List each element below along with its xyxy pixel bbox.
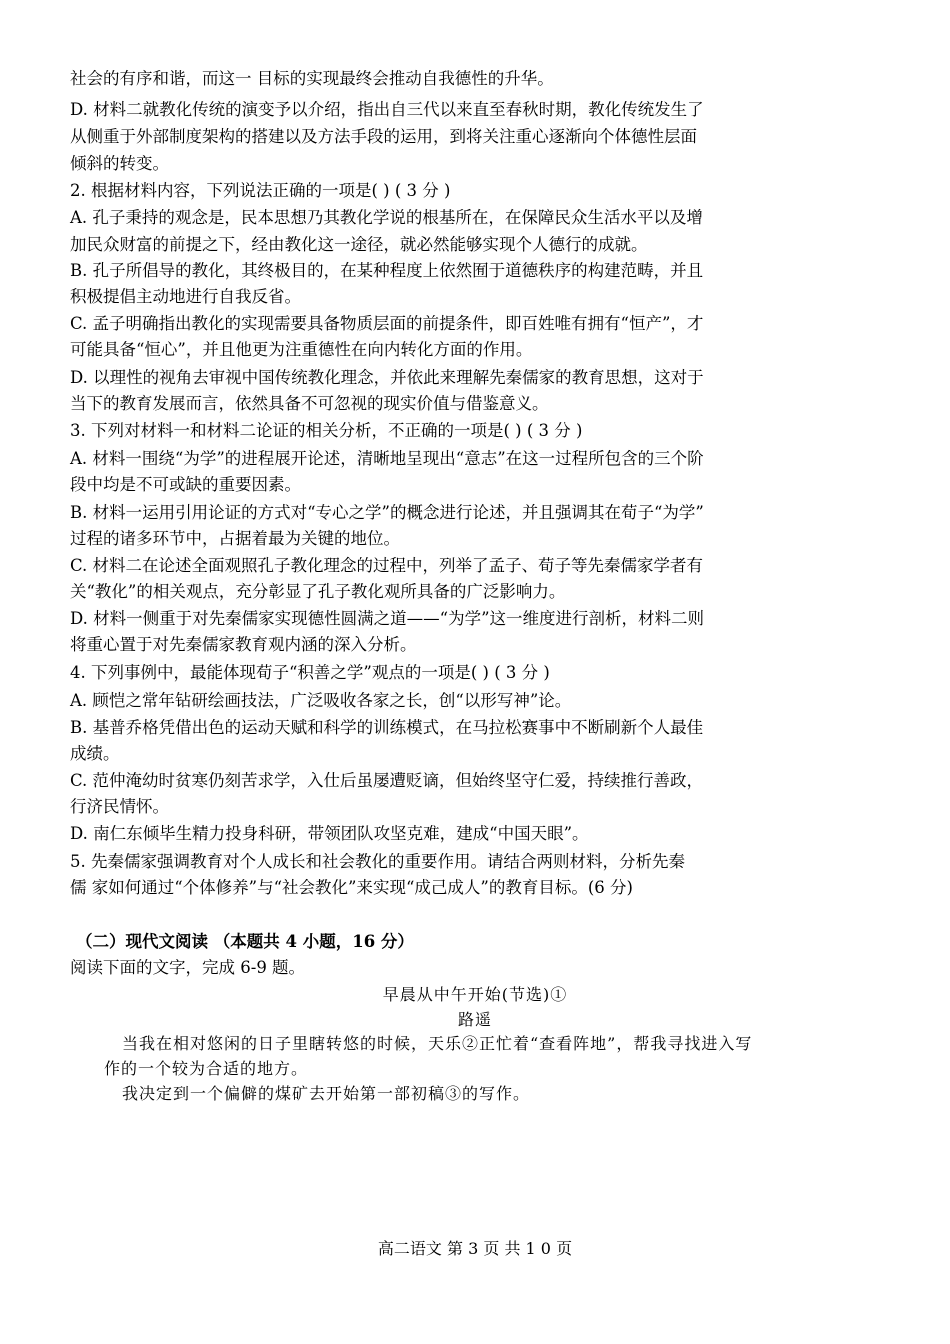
q2-option-d-2: 当下的教育发展而言，依然具备不可忽视的现实价值与借鉴意义。	[70, 394, 549, 413]
q3-option-c-2: 关“教化”的相关观点，充分彰显了孔子教化观所具备的广泛影响力。	[70, 582, 566, 601]
q3-option-b-1: B. 材料一运用引用论证的方式对“专心之学”的概念进行论述，并且强调其在荀子“为学”	[70, 503, 704, 522]
q3-option-c-1: C. 材料二在论述全面观照孔子教化理念的过程中，列举了孟子、荀子等先秦儒家学者有	[70, 556, 704, 575]
q4-option-b-2: 成绩。	[70, 744, 120, 763]
q4-option-c-1: C. 范仲淹幼时贫寒仍刻苦求学，入仕后虽屡遭贬谪，但始终坚守仁爱，持续推行善政，	[70, 771, 704, 790]
passage-title: 早晨从中午开始(节选)①	[382, 985, 568, 1004]
q3-option-a-2: 段中均是不可或缺的重要因素。	[70, 475, 301, 494]
option-c-tail: 社会的有序和谐，而这一 目标的实现最终会推动自我德性的升华。	[70, 69, 554, 88]
question-3-stem: 3. 下列对材料一和材料二论证的相关分析，不正确的一项是( ) ( 3 分 )	[70, 421, 583, 440]
question-4-stem: 4. 下列事例中，最能体现荀子“积善之学”观点的一项是( ) ( 3 分 )	[70, 663, 550, 682]
q2-option-c-1: C. 孟子明确指出教化的实现需要具备物质层面的前提条件，即百姓唯有拥有“恒产”，才	[70, 314, 704, 333]
section-heading: （二）现代文阅读 （本题共 4 小题，16 分）	[76, 932, 414, 951]
option-d-line-2: 从侧重于外部制度架构的搭建以及方法手段的运用，到将关注重心逐渐向个体德性层面	[70, 127, 697, 146]
question-5-line-2: 儒 家如何通过“个体修养”与“社会教化”来实现“成己成人”的教育目标。(6 分)	[70, 878, 633, 897]
q2-option-a-2: 加民众财富的前提之下，经由教化这一途径，就必然能够实现个人德行的成就。	[70, 235, 648, 254]
q2-option-c-2: 可能具备“恒心”，并且他更为注重德性在向内转化方面的作用。	[70, 340, 533, 359]
q4-option-a: A. 顾恺之常年钻研绘画技法，广泛吸收各家之长，创“以形写神”论。	[70, 691, 572, 710]
q4-option-c-2: 行济民情怀。	[70, 797, 169, 816]
q4-option-b-1: B. 基普乔格凭借出色的运动天赋和科学的训练模式，在马拉松赛事中不断刷新个人最佳	[70, 718, 704, 737]
q3-option-b-2: 过程的诸多环节中，占据着最为关键的地位。	[70, 529, 400, 548]
q2-option-b-1: B. 孔子所倡导的教化，其终极目的，在某种程度上依然囿于道德秩序的构建范畴，并且	[70, 261, 704, 280]
passage-para1-line-2: 作的一个较为合适的地方。	[104, 1059, 309, 1078]
q3-option-d-2: 将重心置于对先秦儒家教育观内涵的深入分析。	[70, 635, 417, 654]
section-instruction: 阅读下面的文字，完成 6-9 题。	[70, 958, 306, 977]
question-2-stem: 2. 根据材料内容，下列说法正确的一项是( ) ( 3 分 )	[70, 181, 451, 200]
q4-option-d: D. 南仁东倾毕生精力投身科研，带领团队攻坚克难，建成“中国天眼”。	[70, 824, 589, 843]
passage-para1-line-1: 当我在相对悠闲的日子里瞎转悠的时候，天乐②正忙着“查看阵地”，帮我寻找进入写	[122, 1034, 753, 1053]
question-5-line-1: 5. 先秦儒家强调教育对个人成长和社会教化的重要作用。请结合两则材料，分析先秦	[70, 852, 685, 871]
q3-option-d-1: D. 材料一侧重于对先秦儒家实现德性圆满之道——“为学”这一维度进行剖析，材料二则	[70, 609, 705, 628]
passage-author: 路遥	[457, 1010, 492, 1029]
q2-option-a-1: A. 孔子秉持的观念是，民本思想乃其教化学说的根基所在，在保障民众生活水平以及增	[70, 208, 703, 227]
q3-option-a-1: A. 材料一围绕“为学”的进程展开论述，清晰地呈现出“意志”在这一过程所包含的三个阶	[70, 449, 704, 468]
option-d-line-1: D. 材料二就教化传统的演变予以介绍，指出自三代以来直至春秋时期，教化传统发生了	[70, 100, 704, 119]
q2-option-d-1: D. 以理性的视角去审视中国传统教化理念，并依此来理解先秦儒家的教育思想，这对于	[70, 368, 704, 387]
q2-option-b-2: 积极提倡主动地进行自我反省。	[70, 287, 301, 306]
option-d-line-3: 倾斜的转变。	[70, 154, 169, 173]
page-footer: 高二语文 第 3 页 共 1 0 页	[377, 1239, 573, 1258]
passage-para2-line-1: 我决定到一个偏僻的煤矿去开始第一部初稿③的写作。	[122, 1084, 531, 1103]
